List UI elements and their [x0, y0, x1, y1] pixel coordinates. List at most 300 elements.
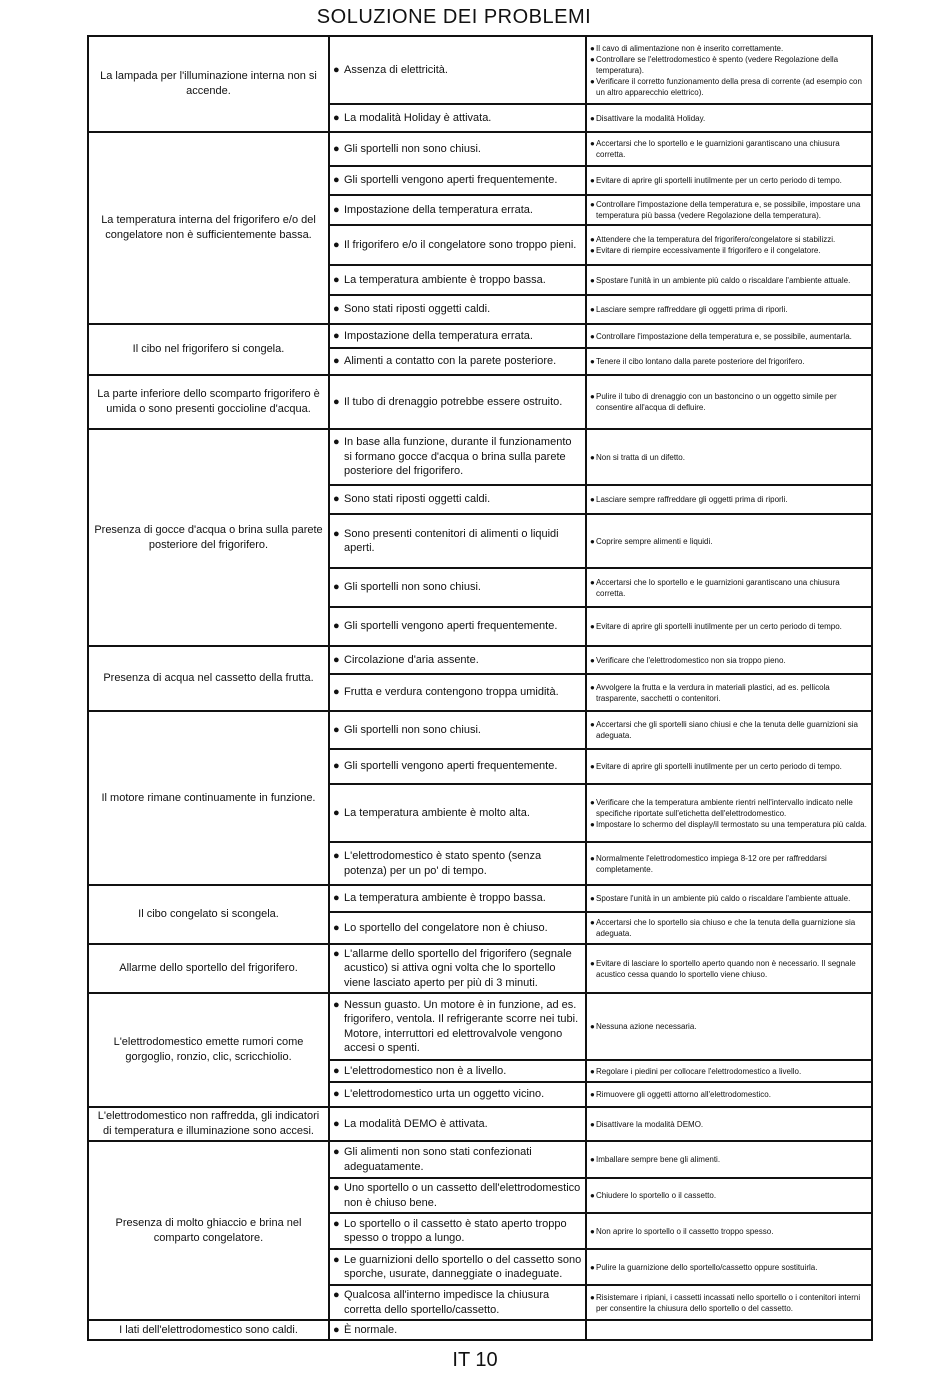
solution-line	[590, 1119, 868, 1130]
cause-text: Gli sportelli vengono aperti frequentemente.	[344, 620, 558, 633]
cause-text: Gli sportelli non sono chiusi.	[344, 142, 481, 155]
solution-cell	[586, 375, 872, 429]
bullet-icon: ●	[333, 203, 340, 216]
bullet-icon: ●	[333, 998, 340, 1011]
cause-cell	[329, 1213, 586, 1249]
solution-line	[590, 853, 868, 875]
problem-cell: La lampada per l'illuminazione interna non si accende.	[88, 36, 329, 132]
cause-line	[333, 759, 582, 774]
cause-line	[333, 329, 582, 344]
solution-line	[590, 1089, 868, 1100]
solution-line	[590, 113, 868, 124]
solution-cell	[586, 1082, 872, 1107]
problem-cell: Il motore rimane continuamente in funzione.	[88, 711, 329, 885]
bullet-icon: ●	[590, 536, 595, 546]
bullet-icon: ●	[333, 1146, 340, 1158]
cause-cell	[329, 944, 586, 993]
solution-text: Verificare che la temperatura ambiente rientri nell'intervallo indicato nelle specifiche riportate sull'etichetta dell'elettrodomestico.	[596, 797, 853, 818]
bullet-icon: ●	[333, 760, 340, 773]
cause-text: Gli sportelli non sono chiusi.	[344, 581, 481, 594]
solution-text: Evitare di aprire gli sportelli inutilmente per un certo periodo di tempo.	[596, 762, 842, 771]
solution-line	[590, 1226, 868, 1237]
solution-cell	[586, 514, 872, 568]
bullet-icon: ●	[333, 142, 340, 155]
solution-line	[590, 761, 868, 772]
solution-line	[590, 893, 868, 904]
bullet-icon: ●	[590, 655, 595, 665]
bullet-icon: ●	[333, 1217, 340, 1230]
cause-line	[333, 1253, 582, 1282]
solution-line	[590, 958, 868, 980]
cause-line	[333, 273, 582, 288]
bullet-icon: ●	[590, 275, 595, 285]
bullet-icon: ●	[333, 527, 340, 540]
bullet-icon: ●	[590, 1191, 595, 1200]
cause-cell	[329, 749, 586, 784]
cause-cell	[329, 1249, 586, 1285]
cause-line	[333, 63, 582, 78]
cause-cell	[329, 514, 586, 568]
solution-cell	[586, 485, 872, 514]
cause-text: La temperatura ambiente è molto alta.	[344, 806, 530, 819]
cause-text: Assenza di elettricità.	[344, 63, 448, 76]
bullet-icon: ●	[333, 493, 340, 506]
problem-cell: L'elettrodomestico emette rumori come gorgoglio, ronzio, clic, scricchiolio.	[88, 993, 329, 1107]
cause-cell	[329, 646, 586, 674]
solution-cell	[586, 607, 872, 646]
table-row	[88, 885, 872, 912]
bullet-icon: ●	[333, 1182, 340, 1194]
solution-cell	[586, 646, 872, 674]
solution-line	[590, 54, 868, 76]
solution-line	[590, 494, 868, 505]
cause-cell	[329, 784, 586, 842]
cause-line	[333, 723, 582, 738]
problem-cell: L'elettrodomestico non raffredda, gli indicatori di temperatura e illuminazione sono accesi.	[88, 1107, 329, 1141]
solution-cell	[586, 166, 872, 195]
solution-cell	[586, 674, 872, 711]
solution-text: Rimuovere gli oggetti attorno all'elettrodomestico.	[596, 1090, 771, 1099]
solution-cell	[586, 104, 872, 132]
cause-line	[333, 947, 582, 991]
cause-text: L'elettrodomestico non è a livello.	[344, 1064, 507, 1077]
solution-text: Lasciare sempre raffreddare gli oggetti prima di riporli.	[596, 305, 788, 314]
cause-cell	[329, 1082, 586, 1107]
solution-line	[590, 304, 868, 315]
solution-cell	[586, 295, 872, 324]
page-title: SOLUZIONE DEI PROBLEMI	[316, 6, 592, 28]
bullet-icon: ●	[333, 174, 340, 187]
solution-line	[590, 331, 868, 342]
solution-cell	[586, 885, 872, 912]
bullet-icon: ●	[590, 682, 595, 692]
bullet-icon: ●	[590, 958, 595, 968]
cause-text: L'allarme dello sportello del frigorifero (segnale acustico) si attiva ogni volta che lo sportello viene lasciato aperto per più di 3 minuti.	[344, 947, 572, 989]
solution-text: Tenere il cibo lontano dalla parete posteriore del frigorifero.	[596, 357, 805, 366]
bullet-icon: ●	[590, 176, 595, 185]
bullet-icon: ●	[590, 235, 595, 244]
solution-line	[590, 43, 868, 54]
cause-line	[333, 806, 582, 821]
solution-line	[590, 655, 868, 666]
table-row	[88, 944, 872, 993]
bullet-icon: ●	[590, 622, 595, 631]
bullet-icon: ●	[590, 331, 595, 341]
cause-cell	[329, 1141, 586, 1178]
solution-cell	[586, 1141, 872, 1178]
bullet-icon: ●	[590, 113, 595, 123]
cause-cell	[329, 166, 586, 195]
solution-line	[590, 1066, 868, 1077]
cause-line	[333, 891, 582, 906]
bullet-icon: ●	[333, 581, 340, 594]
cause-line	[333, 1323, 582, 1338]
solution-text: Coprire sempre alimenti e liquidi.	[596, 536, 713, 546]
bullet-icon: ●	[590, 392, 595, 401]
bullet-icon: ●	[333, 921, 340, 934]
solution-text: Controllare l'impostazione della temperatura e, se possibile, impostare una temperatura più bassa (vedere Regolazione della temperatura).	[596, 200, 861, 220]
cause-text: Frutta e verdura contengono troppa umidità.	[344, 686, 559, 699]
solution-text: Attendere che la temperatura del frigorifero/congelatore si stabilizzi.	[596, 235, 836, 244]
bullet-icon: ●	[590, 894, 595, 903]
cause-cell	[329, 1285, 586, 1320]
bullet-icon: ●	[590, 918, 595, 927]
cause-text: La modalità DEMO è attivata.	[344, 1117, 488, 1130]
bullet-icon: ●	[590, 1226, 595, 1236]
bullet-icon: ●	[590, 1022, 595, 1031]
bullet-icon: ●	[333, 850, 340, 862]
solution-text: Pulire il tubo di drenaggio con un bastoncino o un oggetto simile per consentire all'acqua di defluire.	[596, 392, 837, 412]
table-row	[88, 1107, 872, 1141]
bullet-icon: ●	[333, 620, 340, 633]
solution-cell	[586, 36, 872, 104]
cause-cell	[329, 324, 586, 348]
solution-line	[590, 1154, 868, 1165]
solution-text: Evitare di lasciare lo sportello aperto quando non è necessario. Il segnale acustico cessa quando lo sportello viene chiuso.	[596, 958, 856, 979]
cause-cell	[329, 912, 586, 944]
solution-cell	[586, 944, 872, 993]
solution-text: Accertarsi che lo sportello e le guarnizioni garantiscano una chiusura corretta.	[596, 139, 840, 159]
bullet-icon: ●	[590, 43, 595, 53]
bullet-icon: ●	[590, 797, 595, 807]
cause-text: Gli sportelli vengono aperti frequentemente.	[344, 760, 558, 773]
problem-cell: La parte inferiore dello scomparto frigorifero è umida o sono presenti goccioline d'acqua.	[88, 375, 329, 429]
cause-line	[333, 395, 582, 410]
solution-text: Spostare l'unità in un ambiente più caldo o riscaldare l'ambiente attuale.	[596, 894, 851, 903]
solution-line	[590, 621, 868, 632]
cause-cell	[329, 993, 586, 1060]
solution-line	[590, 577, 868, 599]
solution-text: Disattivare la modalità DEMO.	[596, 1119, 704, 1129]
table-row	[88, 1320, 872, 1340]
cause-line	[333, 302, 582, 317]
cause-cell	[329, 132, 586, 166]
table-row	[88, 646, 872, 674]
solution-cell	[586, 993, 872, 1060]
cause-cell	[329, 36, 586, 104]
table-row	[88, 324, 872, 348]
cause-text: Gli alimenti non sono stati confezionati adeguatamente.	[344, 1146, 532, 1173]
bullet-icon: ●	[333, 686, 340, 699]
cause-line	[333, 203, 582, 218]
solution-cell	[586, 912, 872, 944]
problem-cell: Allarme dello sportello del frigorifero.	[88, 944, 329, 993]
solution-text: Regolare i piedini per collocare l'elettrodomestico a livello.	[596, 1066, 802, 1076]
bullet-icon: ●	[590, 357, 595, 366]
problem-cell: Presenza di gocce d'acqua o brina sulla parete posteriore del frigorifero.	[88, 429, 329, 646]
bullet-icon: ●	[333, 806, 340, 819]
solution-text: Nessuna azione necessaria.	[596, 1022, 697, 1031]
bullet-icon: ●	[590, 1292, 595, 1302]
bullet-icon: ●	[333, 1323, 340, 1336]
bullet-icon: ●	[333, 329, 340, 342]
solution-line	[590, 356, 868, 367]
solution-cell	[586, 1213, 872, 1249]
solution-line	[590, 1021, 868, 1032]
solution-cell	[586, 1249, 872, 1285]
cause-cell	[329, 195, 586, 225]
bullet-icon: ●	[590, 495, 595, 504]
cause-line	[333, 1087, 582, 1102]
bullet-icon: ●	[590, 76, 595, 86]
solution-text: Accertarsi che gli sportelli siano chiusi e che la tenuta delle guarnizioni sia adeguata.	[596, 720, 858, 740]
solution-text: Accertarsi che lo sportello sia chiuso e che la tenuta della guarnizione sia adeguata.	[596, 918, 856, 938]
cause-line	[333, 527, 582, 556]
bullet-icon: ●	[590, 577, 595, 587]
cause-line	[333, 238, 582, 253]
cause-cell	[329, 674, 586, 711]
bullet-icon: ●	[590, 200, 595, 209]
bullet-icon: ●	[590, 1119, 595, 1129]
bullet-icon: ●	[333, 947, 340, 960]
solution-line	[590, 819, 868, 830]
solution-text: Normalmente l'elettrodomestico impiega 8-12 ore per raffreddarsi completamente.	[596, 853, 827, 874]
solution-line	[590, 719, 868, 741]
solution-cell	[586, 1320, 872, 1340]
cause-line	[333, 173, 582, 188]
solution-text: Evitare di aprire gli sportelli inutilmente per un certo periodo di tempo.	[596, 176, 842, 185]
bullet-icon: ●	[590, 720, 595, 729]
problem-cell: La temperatura interna del frigorifero e/o del congelatore non è sufficientemente bassa.	[88, 132, 329, 324]
cause-cell	[329, 225, 586, 265]
cause-line	[333, 142, 582, 157]
problem-cell: Presenza di acqua nel cassetto della frutta.	[88, 646, 329, 711]
cause-line	[333, 435, 582, 479]
cause-line	[333, 1288, 582, 1317]
table-row	[88, 132, 872, 166]
solution-line	[590, 917, 868, 939]
bullet-icon: ●	[590, 1066, 595, 1076]
cause-cell	[329, 1107, 586, 1141]
cause-cell	[329, 348, 586, 375]
bullet-icon: ●	[333, 436, 340, 449]
solution-line	[590, 391, 868, 413]
solution-line	[590, 1292, 868, 1314]
cause-text: L'elettrodomestico è stato spento (senza potenza) per un po' di tempo.	[344, 850, 542, 877]
cause-line	[333, 580, 582, 595]
cause-cell	[329, 104, 586, 132]
cause-text: Lo sportello o il cassetto è stato aperto troppo spesso o troppo a lungo.	[344, 1217, 567, 1244]
solution-line	[590, 536, 868, 547]
solution-cell	[586, 1107, 872, 1141]
bullet-icon: ●	[590, 853, 595, 863]
cause-line	[333, 1217, 582, 1246]
cause-line	[333, 1181, 582, 1210]
cause-line	[333, 1117, 582, 1132]
solution-text: Non si tratta di un difetto.	[596, 452, 685, 462]
solution-text: Impostare lo schermo del display/il termostato su una temperatura più calda.	[596, 819, 867, 829]
bullet-icon: ●	[590, 452, 595, 462]
bullet-icon: ●	[590, 139, 595, 148]
solution-cell	[586, 195, 872, 225]
page-number: IT 10	[452, 1349, 498, 1371]
solution-text: Spostare l'unità in un ambiente più caldo o riscaldare l'ambiente attuale.	[596, 275, 851, 285]
bullet-icon: ●	[333, 1289, 340, 1301]
bullet-icon: ●	[333, 653, 340, 666]
solution-cell	[586, 429, 872, 485]
bullet-icon: ●	[590, 1090, 595, 1099]
cause-cell	[329, 485, 586, 514]
cause-text: Il tubo di drenaggio potrebbe essere ostruito.	[344, 395, 563, 408]
solution-line	[590, 76, 868, 98]
cause-text: In base alla funzione, durante il funzionamento si formano gocce d'acqua o brina sulla parete posteriore del frigorifero.	[344, 436, 572, 478]
solution-text: Imballare sempre bene gli alimenti.	[596, 1155, 721, 1164]
solution-text: Non aprire lo sportello o il cassetto troppo spesso.	[596, 1226, 774, 1236]
cause-cell	[329, 295, 586, 324]
bullet-icon: ●	[333, 355, 340, 368]
solution-line	[590, 199, 868, 221]
problem-cell: Il cibo congelato si scongela.	[88, 885, 329, 944]
solution-text: Risistemare i ripiani, i cassetti incassati nello sportello o i contenitori interni per consentire la chiusura dello sportello o del cassetto.	[596, 1292, 861, 1313]
solution-text: Verificare che l'elettrodomestico non sia troppo pieno.	[596, 655, 786, 665]
bullet-icon: ●	[333, 1088, 340, 1101]
problem-cell: Presenza di molto ghiaccio e brina nel comparto congelatore.	[88, 1141, 329, 1320]
cause-text: È normale.	[344, 1323, 398, 1336]
cause-text: Lo sportello del congelatore non è chiuso.	[344, 921, 548, 934]
cause-text: Qualcosa all'interno impedisce la chiusura corretta dello sportello/cassetto.	[344, 1289, 550, 1316]
table-row	[88, 429, 872, 485]
table-row	[88, 1141, 872, 1178]
cause-cell	[329, 1060, 586, 1082]
cause-text: La temperatura ambiente è troppo bassa.	[344, 892, 546, 905]
bullet-icon: ●	[333, 1253, 340, 1266]
solution-cell	[586, 1060, 872, 1082]
solution-cell	[586, 265, 872, 295]
cause-text: L'elettrodomestico urta un oggetto vicino.	[344, 1088, 545, 1101]
cause-line	[333, 653, 582, 668]
solution-line	[590, 245, 868, 256]
cause-line	[333, 492, 582, 507]
cause-cell	[329, 885, 586, 912]
bullet-icon: ●	[333, 63, 340, 76]
table-row	[88, 375, 872, 429]
table-row	[88, 993, 872, 1060]
solution-cell	[586, 749, 872, 784]
solution-text: Accertarsi che lo sportello e le guarnizioni garantiscano una chiusura corretta.	[596, 577, 840, 598]
solution-cell	[586, 132, 872, 166]
solution-text: Chiudere lo sportello o il cassetto.	[596, 1191, 717, 1200]
solution-line	[590, 1190, 868, 1201]
bullet-icon: ●	[590, 819, 595, 829]
solution-text: Controllare l'impostazione della temperatura e, se possibile, aumentarla.	[596, 331, 852, 341]
solution-text: Verificare il corretto funzionamento della presa di corrente (ad esempio con un altro apparecchio elettrico).	[596, 76, 862, 97]
table-row	[88, 36, 872, 104]
solution-line	[590, 452, 868, 463]
cause-cell	[329, 1178, 586, 1213]
problem-cell: Il cibo nel frigorifero si congela.	[88, 324, 329, 375]
cause-text: Nessun guasto. Un motore è in funzione, ad es. frigorifero, ventola. Il refrigerante scorre nei tubi. Motore, interruttori ed elettrovalvole vengono accesi o spenti.	[344, 998, 579, 1054]
solution-cell	[586, 1178, 872, 1213]
cause-text: Impostazione della temperatura errata.	[344, 203, 533, 216]
cause-text: Gli sportelli non sono chiusi.	[344, 723, 481, 736]
bullet-icon: ●	[333, 303, 340, 316]
solution-cell	[586, 225, 872, 265]
cause-line	[333, 921, 582, 936]
cause-line	[333, 354, 582, 369]
cause-text: Uno sportello o un cassetto dell'elettrodomestico non è chiuso bene.	[344, 1182, 581, 1209]
troubleshooting-table	[87, 35, 873, 1341]
bullet-icon: ●	[333, 1117, 340, 1130]
cause-line	[333, 849, 582, 878]
cause-text: Circolazione d'aria assente.	[344, 653, 479, 666]
solution-cell	[586, 842, 872, 885]
solution-line	[590, 234, 868, 245]
cause-cell	[329, 265, 586, 295]
cause-line	[333, 619, 582, 634]
cause-line	[333, 998, 582, 1056]
solution-text: Avvolgere la frutta e la verdura in materiali plastici, ad es. pellicola trasparente, sacchetti o contenitori.	[596, 682, 830, 703]
solution-cell	[586, 1285, 872, 1320]
cause-text: Sono stati riposti oggetti caldi.	[344, 303, 491, 316]
solution-line	[590, 275, 868, 286]
solution-line	[590, 682, 868, 704]
cause-text: Le guarnizioni dello sportello o del cassetto sono sporche, usurate, danneggiate o inadeguate.	[344, 1253, 582, 1280]
cause-cell	[329, 375, 586, 429]
cause-text: La modalità Holiday è attivata.	[344, 111, 492, 124]
solution-text: Pulire la guarnizione dello sportello/cassetto oppure sostituirla.	[596, 1262, 818, 1272]
cause-cell	[329, 842, 586, 885]
table-row	[88, 711, 872, 749]
solution-text: Controllare se l'elettrodomestico è spento (vedere Regolazione della temperatura).	[596, 54, 839, 75]
cause-line	[333, 1145, 582, 1174]
cause-text: Sono stati riposti oggetti caldi.	[344, 493, 491, 506]
bullet-icon: ●	[333, 723, 340, 736]
cause-cell	[329, 429, 586, 485]
solution-line	[590, 1262, 868, 1273]
cause-line	[333, 1064, 582, 1079]
solution-text: Il cavo di alimentazione non è inserito correttamente.	[596, 43, 784, 53]
solution-cell	[586, 348, 872, 375]
cause-text: Impostazione della temperatura errata.	[344, 329, 533, 342]
cause-cell	[329, 568, 586, 607]
solution-text: Evitare di riempire eccessivamente il frigorifero e il congelatore.	[596, 246, 821, 255]
cause-text: La temperatura ambiente è troppo bassa.	[344, 273, 546, 286]
cause-text: Sono presenti contenitori di alimenti o liquidi aperti.	[344, 527, 559, 554]
solution-line	[590, 175, 868, 186]
cause-text: Gli sportelli vengono aperti frequentemente.	[344, 174, 558, 187]
bullet-icon: ●	[333, 111, 340, 124]
bullet-icon: ●	[333, 238, 340, 251]
problem-cell: I lati dell'elettrodomestico sono caldi.	[88, 1320, 329, 1340]
cause-line	[333, 111, 582, 126]
bullet-icon: ●	[590, 305, 595, 314]
solution-text: Disattivare la modalità Holiday.	[596, 113, 706, 123]
cause-text: Il frigorifero e/o il congelatore sono troppo pieni.	[344, 238, 577, 251]
solution-cell	[586, 324, 872, 348]
bullet-icon: ●	[333, 273, 340, 286]
bullet-icon: ●	[590, 1262, 595, 1272]
bullet-icon: ●	[333, 892, 340, 905]
